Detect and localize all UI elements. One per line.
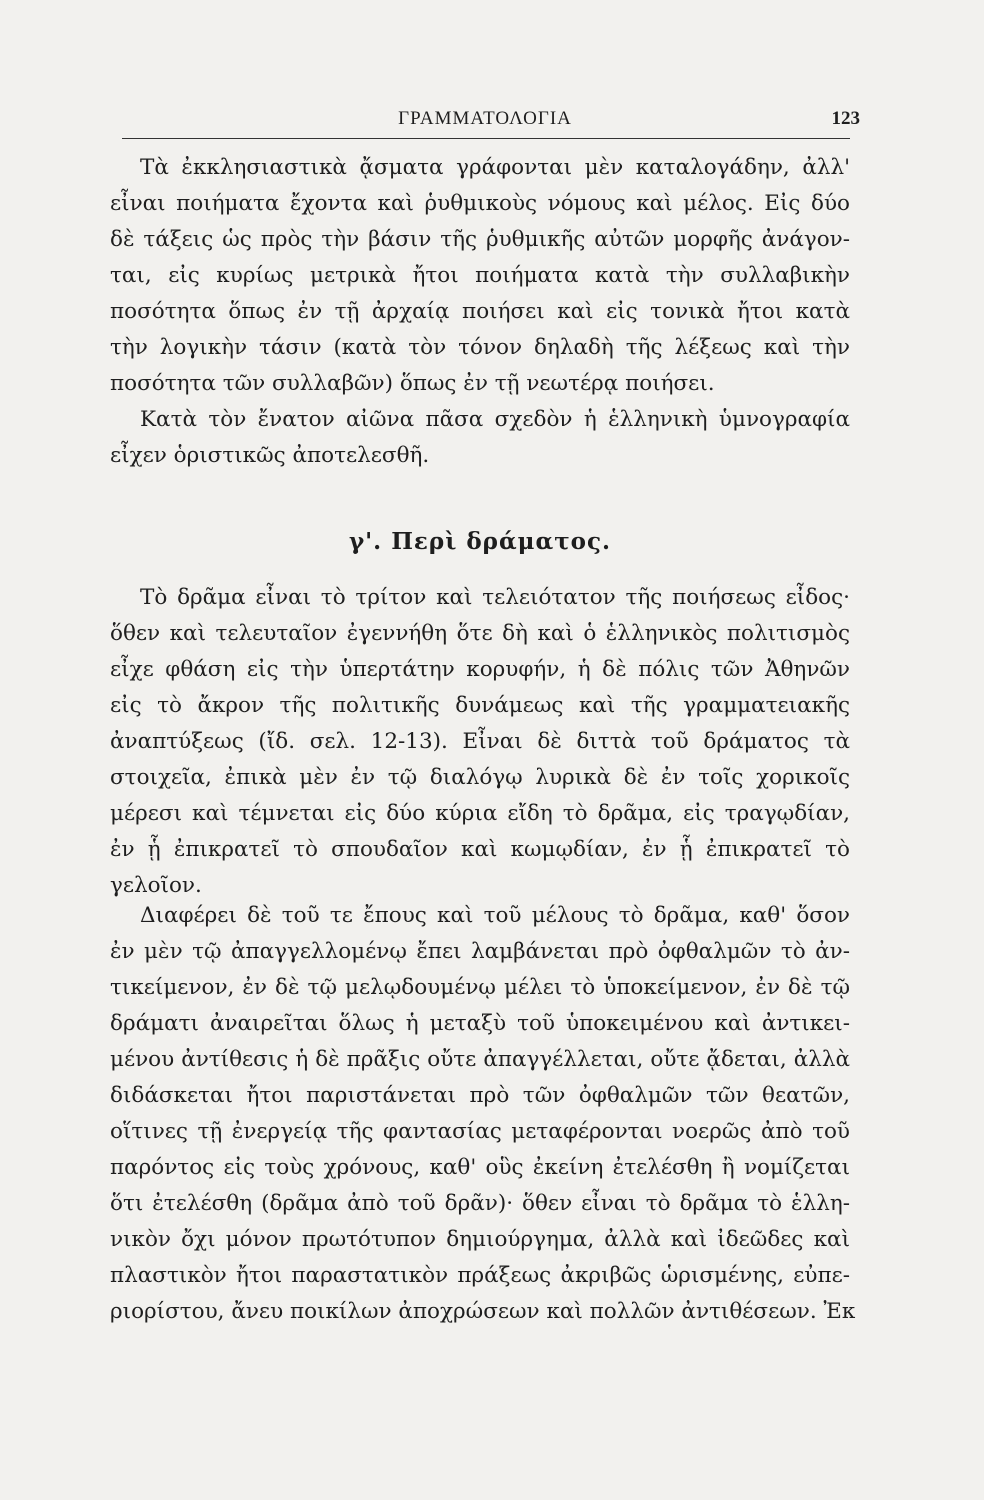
text-line: εἶναι ποιήματα ἔχοντα καὶ ῥυθμικοὺς νόμους καὶ μέλος. Εἰς δύο: [110, 191, 850, 216]
text-line: Κατὰ τὸν ἔνατον αἰῶνα πᾶσα σχεδὸν ἡ ἑλληνικὴ ὑμνογραφία: [140, 407, 850, 432]
text-line: εἰς τὸ ἄκρον τῆς πολιτικῆς δυνάμεως καὶ τῆς γραμματειακῆς: [110, 693, 850, 718]
text-line: γελοῖον.: [110, 873, 202, 898]
text-line: μένου ἀντίθεσις ἡ δὲ πρᾶξις οὔτε ἀπαγγέλλεται, οὔτε ᾄδεται, ἀλλὰ: [110, 1047, 850, 1072]
text-line: εἶχε φθάση εἰς τὴν ὑπερτάτην κορυφήν, ἡ δὲ πόλις τῶν Ἀθηνῶν: [110, 657, 850, 682]
text-line: μέρεσι καὶ τέμνεται εἰς δύο κύρια εἴδη τὸ δρᾶμα, εἰς τραγῳδίαν,: [110, 801, 850, 826]
text-line: τικείμενον, ἐν δὲ τῷ μελῳδουμένῳ μέλει τὸ ὑποκείμενον, ἐν δὲ τῷ: [110, 975, 850, 1000]
text-line: διδάσκεται ἤτοι παριστάνεται πρὸ τῶν ὀφθαλμῶν τῶν θεατῶν,: [110, 1083, 850, 1108]
text-line: Διαφέρει δὲ τοῦ τε ἔπους καὶ τοῦ μέλους τὸ δρᾶμα, καθ' ὅσον: [140, 903, 850, 928]
text-line: ὅτι ἐτελέσθη (δρᾶμα ἀπὸ τοῦ δρᾶν)· ὅθεν εἶναι τὸ δρᾶμα τὸ ἑλλη-: [110, 1191, 850, 1216]
text-line: οἵτινες τῇ ἐνεργείᾳ τῆς φαντασίας μεταφέρονται νοερῶς ἀπὸ τοῦ: [110, 1119, 850, 1144]
text-line: εἶχεν ὁριστικῶς ἀποτελεσθῆ.: [110, 443, 430, 468]
header-rule: [122, 138, 850, 139]
text-line: ὅθεν καὶ τελευταῖον ἐγεννήθη ὅτε δὴ καὶ ὁ ἑλληνικὸς πολιτισμὸς: [110, 621, 850, 646]
text-line: παρόντος εἰς τοὺς χρόνους, καθ' οὓς ἐκείνη ἐτελέσθη ἢ νομίζεται: [110, 1155, 850, 1180]
text-line: Τὰ ἐκκλησιαστικὰ ᾄσματα γράφονται μὲν καταλογάδην, ἀλλ': [140, 155, 850, 180]
text-line: ἐν μὲν τῷ ἀπαγγελλομένῳ ἔπει λαμβάνεται πρὸ ὀφθαλμῶν τὸ ἀν-: [110, 939, 850, 964]
text-line: ται, εἰς κυρίως μετρικὰ ἤτοι ποιήματα κατὰ τὴν συλλαβικὴν: [110, 263, 850, 288]
running-title: ΓΡΑΜΜΑΤΟΛΟΓΙΑ: [398, 108, 572, 129]
text-line: πλαστικὸν ἤτοι παραστατικὸν πράξεως ἀκριβῶς ὡρισμένης, εὐπε-: [110, 1263, 850, 1288]
text-line: δράματι ἀναιρεῖται ὅλως ἡ μεταξὺ τοῦ ὑποκειμένου καὶ ἀντικει-: [110, 1011, 850, 1036]
text-line: ποσότητα τῶν συλλαβῶν) ὅπως ἐν τῇ νεωτέρᾳ ποιήσει.: [110, 371, 715, 396]
text-line: ἐν ᾗ ἐπικρατεῖ τὸ σπουδαῖον καὶ κωμῳδίαν, ἐν ᾗ ἐπικρατεῖ τὸ: [110, 837, 850, 862]
text-line: νικὸν ὄχι μόνον πρωτότυπον δημιούργημα, ἀλλὰ καὶ ἰδεῶδες καὶ: [110, 1227, 850, 1252]
page-number: 123: [831, 108, 860, 129]
text-line: δὲ τάξεις ὡς πρὸς τὴν βάσιν τῆς ῥυθμικῆς αὐτῶν μορφῆς ἀνάγον-: [110, 227, 850, 252]
text-line: τὴν λογικὴν τάσιν (κατὰ τὸν τόνον δηλαδὴ τῆς λέξεως καὶ τὴν: [110, 335, 850, 360]
text-line: ἀναπτύξεως (ἴδ. σελ. 12-13). Εἶναι δὲ διττὰ τοῦ δράματος τὰ: [110, 729, 850, 754]
text-line: στοιχεῖα, ἐπικὰ μὲν ἐν τῷ διαλόγῳ λυρικὰ δὲ ἐν τοῖς χορικοῖς: [110, 765, 850, 790]
text-line: Τὸ δρᾶμα εἶναι τὸ τρίτον καὶ τελειότατον τῆς ποιήσεως εἶδος·: [140, 585, 850, 610]
text-line: ριορίστου, ἄνευ ποικίλων ἀποχρώσεων καὶ πολλῶν ἀντιθέσεων. Ἐκ: [110, 1299, 856, 1324]
section-heading: γ'. Περὶ δράματος.: [348, 528, 612, 555]
running-header: [120, 104, 860, 134]
text-line: ποσότητα ὅπως ἐν τῇ ἀρχαίᾳ ποιήσει καὶ εἰς τονικὰ ἤτοι κατὰ: [110, 299, 850, 324]
